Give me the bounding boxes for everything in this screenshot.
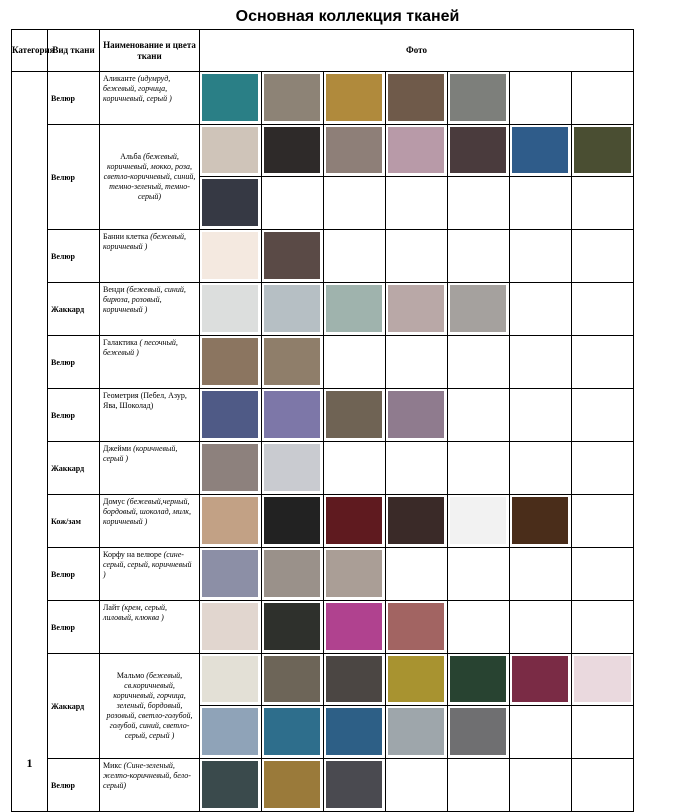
swatch-slot [448,654,510,706]
fabric-swatch [264,232,320,279]
swatch-slot [448,706,510,758]
swatch-slot [386,125,448,177]
fabric-type: Велюр [48,72,100,125]
swatch-slot [324,230,386,282]
swatch-slot [510,230,572,282]
fabric-swatch [388,74,444,121]
table-row [12,230,634,283]
fabric-type: Кож/зам [48,495,100,548]
swatch-slot [510,442,572,494]
fabric-swatch [264,550,320,597]
fabric-swatch [202,74,258,121]
fabric-name: Мальмо [116,671,145,680]
swatch-slot [200,389,262,441]
swatch-grid [200,548,633,600]
swatch-slot [200,177,262,229]
fabric-colors: (идумруд, бежевый, горчица, коричневый, серый ) [103,74,172,103]
swatch-slot [572,495,634,547]
swatch-slot [510,336,572,388]
swatch-slot [386,72,448,124]
fabric-colors: (крем, серый, лиловый, клюква ) [103,603,168,622]
swatch-slot [510,283,572,335]
swatch-slot [448,759,510,811]
fabric-swatch [450,708,506,755]
swatch-slot [324,654,386,706]
swatch-slot [510,654,572,706]
swatch-grid [200,72,633,124]
fabric-name-cell [100,125,200,230]
photo-cell [200,336,634,389]
fabric-swatch [264,285,320,332]
swatch-slot [572,336,634,388]
fabric-type: Велюр [48,336,100,389]
swatch-slot [386,230,448,282]
fabric-name: Домус [103,497,125,506]
swatch-grid [200,283,633,335]
swatch-slot [572,230,634,282]
fabric-name: Микс [103,761,122,770]
page-title: Основная коллекция тканей [235,8,460,25]
swatch-slot [324,548,386,600]
fabric-type: Велюр [48,759,100,812]
swatch-slot [510,125,572,177]
fabric-name-cell [100,759,200,812]
fabric-swatch [326,74,382,121]
fabric-swatch [326,603,382,650]
swatch-slot [200,548,262,600]
swatch-slot [386,548,448,600]
photo-cell [200,495,634,548]
swatch-slot [324,125,386,177]
swatch-slot [572,654,634,706]
table-row [12,442,634,495]
fabric-swatch [202,444,258,491]
swatch-slot [510,177,572,229]
swatch-slot [448,548,510,600]
fabric-swatch [202,550,258,597]
swatch-slot [324,601,386,653]
swatch-slot [262,283,324,335]
photo-cell [200,654,634,759]
table-row [12,548,634,601]
fabric-swatch [326,656,382,702]
swatch-slot [324,336,386,388]
swatch-slot [448,230,510,282]
photo-cell [200,759,634,812]
fabric-swatch [574,656,631,702]
fabric-type: Жаккард [48,442,100,495]
fabric-type: Велюр [48,601,100,654]
swatch-slot [200,706,262,758]
swatch-slot [324,495,386,547]
fabric-type: Велюр [48,125,100,230]
table-row [12,601,634,654]
fabric-swatch [264,338,320,385]
header-type: Вид ткани [48,30,100,72]
swatch-grid [200,442,633,494]
fabric-swatch [264,708,320,755]
fabric-swatch [388,127,444,173]
fabric-swatch [450,656,506,702]
fabric-swatch [450,127,506,173]
fabric-name: Венди [103,285,125,294]
swatch-slot [386,601,448,653]
photo-cell [200,389,634,442]
photo-cell [200,442,634,495]
fabric-name: Лайт [103,603,120,612]
fabric-colors: (Пебел, Азур, Ява, Шоколад) [103,391,187,410]
swatch-slot [262,125,324,177]
table-row [12,495,634,548]
fabric-swatch [264,603,320,650]
fabric-name-cell [100,230,200,283]
fabric-swatch [326,127,382,173]
swatch-slot [262,654,324,706]
swatch-slot [200,654,262,706]
fabric-name: Джейми [103,444,132,453]
fabric-swatch [326,550,382,597]
swatch-slot [262,336,324,388]
swatch-slot [200,72,262,124]
swatch-slot [510,495,572,547]
header-photo: Фото [200,30,634,72]
swatch-slot [200,336,262,388]
fabric-swatch [450,74,506,121]
fabric-swatch [202,603,258,650]
fabric-swatch [388,285,444,332]
fabric-swatch [264,127,320,173]
fabric-name: Альба [120,152,142,161]
fabric-swatch [202,656,258,702]
table-row [12,654,634,759]
fabric-swatch [202,391,258,438]
fabric-swatch [512,497,568,544]
table-row [12,389,634,442]
swatch-slot [386,495,448,547]
photo-cell [200,125,634,230]
fabric-colors: (коричневый, серый ) [103,444,178,463]
swatch-slot [448,177,510,229]
swatch-slot [262,495,324,547]
swatch-slot [386,759,448,811]
swatch-slot [572,442,634,494]
fabric-swatch [202,708,258,755]
fabric-name-cell [100,548,200,601]
fabric-colors: (бежевый, св.коричневый, коричневый, горчица, зеленый, бордовый, розовый, светло-голубой, голубой, синий, светло-серый, серый ) [106,671,193,740]
swatch-slot [324,283,386,335]
fabric-name-cell [100,389,200,442]
fabric-swatch [202,338,258,385]
swatch-slot [448,283,510,335]
swatch-slot [510,548,572,600]
swatch-slot [200,442,262,494]
fabric-swatch [326,497,382,544]
swatch-grid [200,601,633,653]
fabric-colors: (бежевый, синий, бирюза, розовый, коричневый ) [103,285,186,314]
swatch-grid [200,230,633,282]
fabric-name: Геометрия [103,391,139,400]
swatch-slot [262,230,324,282]
fabric-swatch [388,603,444,650]
swatch-slot [386,177,448,229]
swatch-slot [572,72,634,124]
swatch-slot [262,177,324,229]
table-row [12,283,634,336]
fabric-swatch [512,656,568,702]
fabric-swatch [388,656,444,702]
swatch-slot [572,283,634,335]
fabric-swatch [202,497,258,544]
photo-cell [200,601,634,654]
fabric-type: Жаккард [48,654,100,759]
swatch-slot [572,125,634,177]
fabric-swatch [388,708,444,755]
fabric-swatch [388,391,444,438]
swatch-slot [324,706,386,758]
swatch-slot [200,601,262,653]
fabric-swatch [202,761,258,808]
swatch-slot [510,72,572,124]
table-row [12,336,634,389]
swatch-slot [572,601,634,653]
fabric-name-cell [100,336,200,389]
photo-cell [200,230,634,283]
photo-cell [200,72,634,125]
fabric-swatch [264,391,320,438]
fabric-colors: (бежевый, коричневый, мокко, роза, светло-коричневый, синий, темно-зеленый, темно-серый) [103,152,196,201]
header-name: Наименование и цвета ткани [100,30,200,72]
swatch-grid [200,759,633,811]
swatch-slot [386,336,448,388]
swatch-slot [386,442,448,494]
swatch-slot [324,389,386,441]
swatch-slot [200,283,262,335]
fabric-name-cell [100,654,200,759]
fabric-colors: (бежевый, коричневый ) [103,232,187,251]
table-row [12,72,634,125]
swatch-slot [386,654,448,706]
fabric-colors: (сине-серый, серый, коричневый ) [103,550,192,579]
fabric-type: Жаккард [48,283,100,336]
swatch-slot [510,706,572,758]
swatch-grid [200,125,633,229]
swatch-slot [324,759,386,811]
swatch-slot [262,601,324,653]
swatch-slot [510,601,572,653]
fabric-swatch [264,761,320,808]
fabric-name-cell [100,442,200,495]
swatch-slot [572,548,634,600]
fabric-type: Велюр [48,389,100,442]
fabric-swatch [326,708,382,755]
fabric-swatch [202,127,258,173]
fabric-swatch [202,285,258,332]
fabric-swatch [326,761,382,808]
swatch-grid [200,654,633,758]
swatch-slot [262,389,324,441]
swatch-slot [386,706,448,758]
fabric-name-cell [100,72,200,125]
swatch-slot [572,706,634,758]
fabric-swatch [326,391,382,438]
swatch-grid [200,336,633,388]
swatch-slot [386,283,448,335]
fabric-swatch [264,74,320,121]
fabric-name: Банни клетка [103,232,149,241]
fabric-swatch [512,127,568,173]
swatch-slot [510,759,572,811]
fabric-swatch [326,285,382,332]
fabric-swatch [202,232,258,279]
swatch-slot [200,495,262,547]
fabric-name-cell [100,601,200,654]
swatch-slot [448,72,510,124]
fabric-colors: (Сине-зеленый, желто-коричневый, бело-серый) [103,761,191,790]
fabric-name: Аликанте [103,74,136,83]
swatch-slot [200,230,262,282]
swatch-grid [200,495,633,547]
swatch-slot [448,495,510,547]
swatch-slot [262,706,324,758]
photo-cell [200,283,634,336]
swatch-slot [262,72,324,124]
swatch-slot [572,759,634,811]
photo-cell [200,548,634,601]
fabric-swatch [264,656,320,702]
fabric-name: Галактика [103,338,138,347]
swatch-slot [572,177,634,229]
table-row [12,759,634,812]
swatch-slot [572,389,634,441]
fabric-name-cell [100,283,200,336]
fabric-swatch [202,179,258,226]
swatch-slot [448,389,510,441]
category-cell: 1 [12,72,48,812]
swatch-slot [200,125,262,177]
fabric-colors: (бежевый,черный, бордовый, шоколад, милк, коричневый ) [103,497,191,526]
swatch-slot [200,759,262,811]
fabric-colors: ( песочный, бежевый ) [103,338,178,357]
header-category: Категория [12,30,48,72]
swatch-slot [324,442,386,494]
swatch-slot [448,336,510,388]
swatch-slot [324,177,386,229]
fabric-name-cell [100,495,200,548]
fabric-type: Велюр [48,230,100,283]
swatch-slot [448,442,510,494]
swatch-slot [510,389,572,441]
fabric-swatch [574,127,631,173]
fabric-swatch [264,444,320,491]
fabric-name: Корфу на велюре [103,550,162,559]
table-body [12,72,634,812]
fabric-swatch [388,497,444,544]
fabric-swatch [450,497,506,544]
swatch-slot [262,759,324,811]
swatch-slot [386,389,448,441]
swatch-slot [448,125,510,177]
swatch-slot [262,548,324,600]
swatch-slot [262,442,324,494]
fabric-table [11,29,634,812]
fabric-swatch [450,285,506,332]
swatch-slot [448,601,510,653]
fabric-swatch [264,497,320,544]
swatch-grid [200,389,633,441]
table-row [12,125,634,230]
fabric-type: Велюр [48,548,100,601]
swatch-slot [324,72,386,124]
